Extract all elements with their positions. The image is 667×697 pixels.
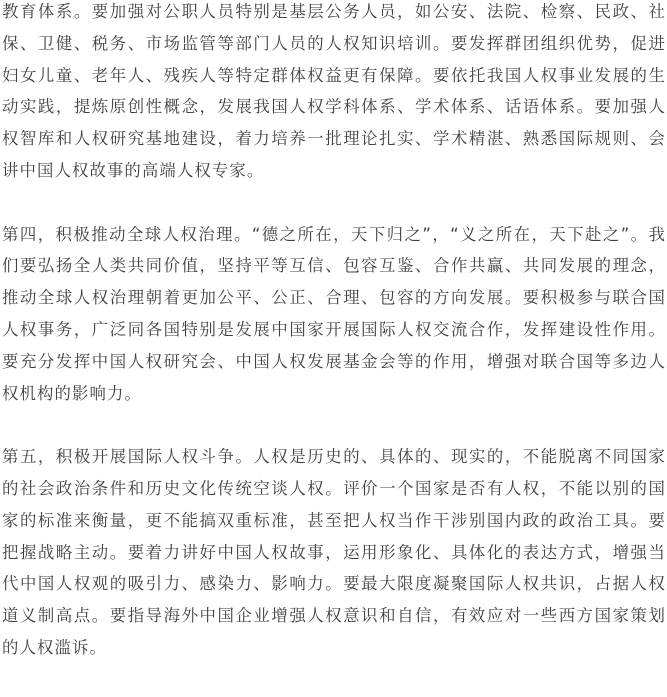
paragraph-education-system: 教育体系。要加强对公职人员特别是基层公务人员，如公安、法院、检察、民政、社保、卫健、税务、市场监管等部门人员的人权知识培训。要发挥群团组织优势，促进妇女儿童、老年人、残疾人等特定群体权益更有保障。要依托我国人权事业发展的生动实践，提炼原创性概念，发展我国人权学科体系、学术体系、话语体系。要加强人权智库和人权研究基地建设，着力培养一批理论扎实、学术精湛、熟悉国际规则、会讲中国人权故事的高端人权专家。	[2, 2, 666, 180]
paragraph-global-governance: 第四，积极推动全球人权治理。“德之所在，天下归之”，“义之所在，天下赴之”。我们要弘扬全人类共同价值，坚持平等互信、包容互鉴、合作共赢、共同发展的理念，推动全球人权治理朝着更加公平、公正、合理、包容的方向发展。要积极参与联合国人权事务，广泛同各国特别是发展中国家开展国际人权交流合作，发挥建设性作用。要充分发挥中国人权研究会、中国人权发展基金会等的作用，增强对联合国等多边人权机构的影响力。	[2, 224, 666, 403]
paragraph-international-struggle: 第五，积极开展国际人权斗争。人权是历史的、具体的、现实的，不能脱离不同国家的社会政治条件和历史文化传统空谈人权。评价一个国家是否有人权，不能以别的国家的标准来衡量，更不能搞双重标准，甚至把人权当作干涉别国内政的政治工具。要把握战略主动。要着力讲好中国人权故事，运用形象化、具体化的表达方式，增强当代中国人权观的吸引力、感染力、影响力。要最大限度凝聚国际人权共识，占据人权道义制高点。要指导海外中国企业增强人权意识和自信，有效应对一些西方国家策划的人权滥诉。	[2, 447, 666, 657]
